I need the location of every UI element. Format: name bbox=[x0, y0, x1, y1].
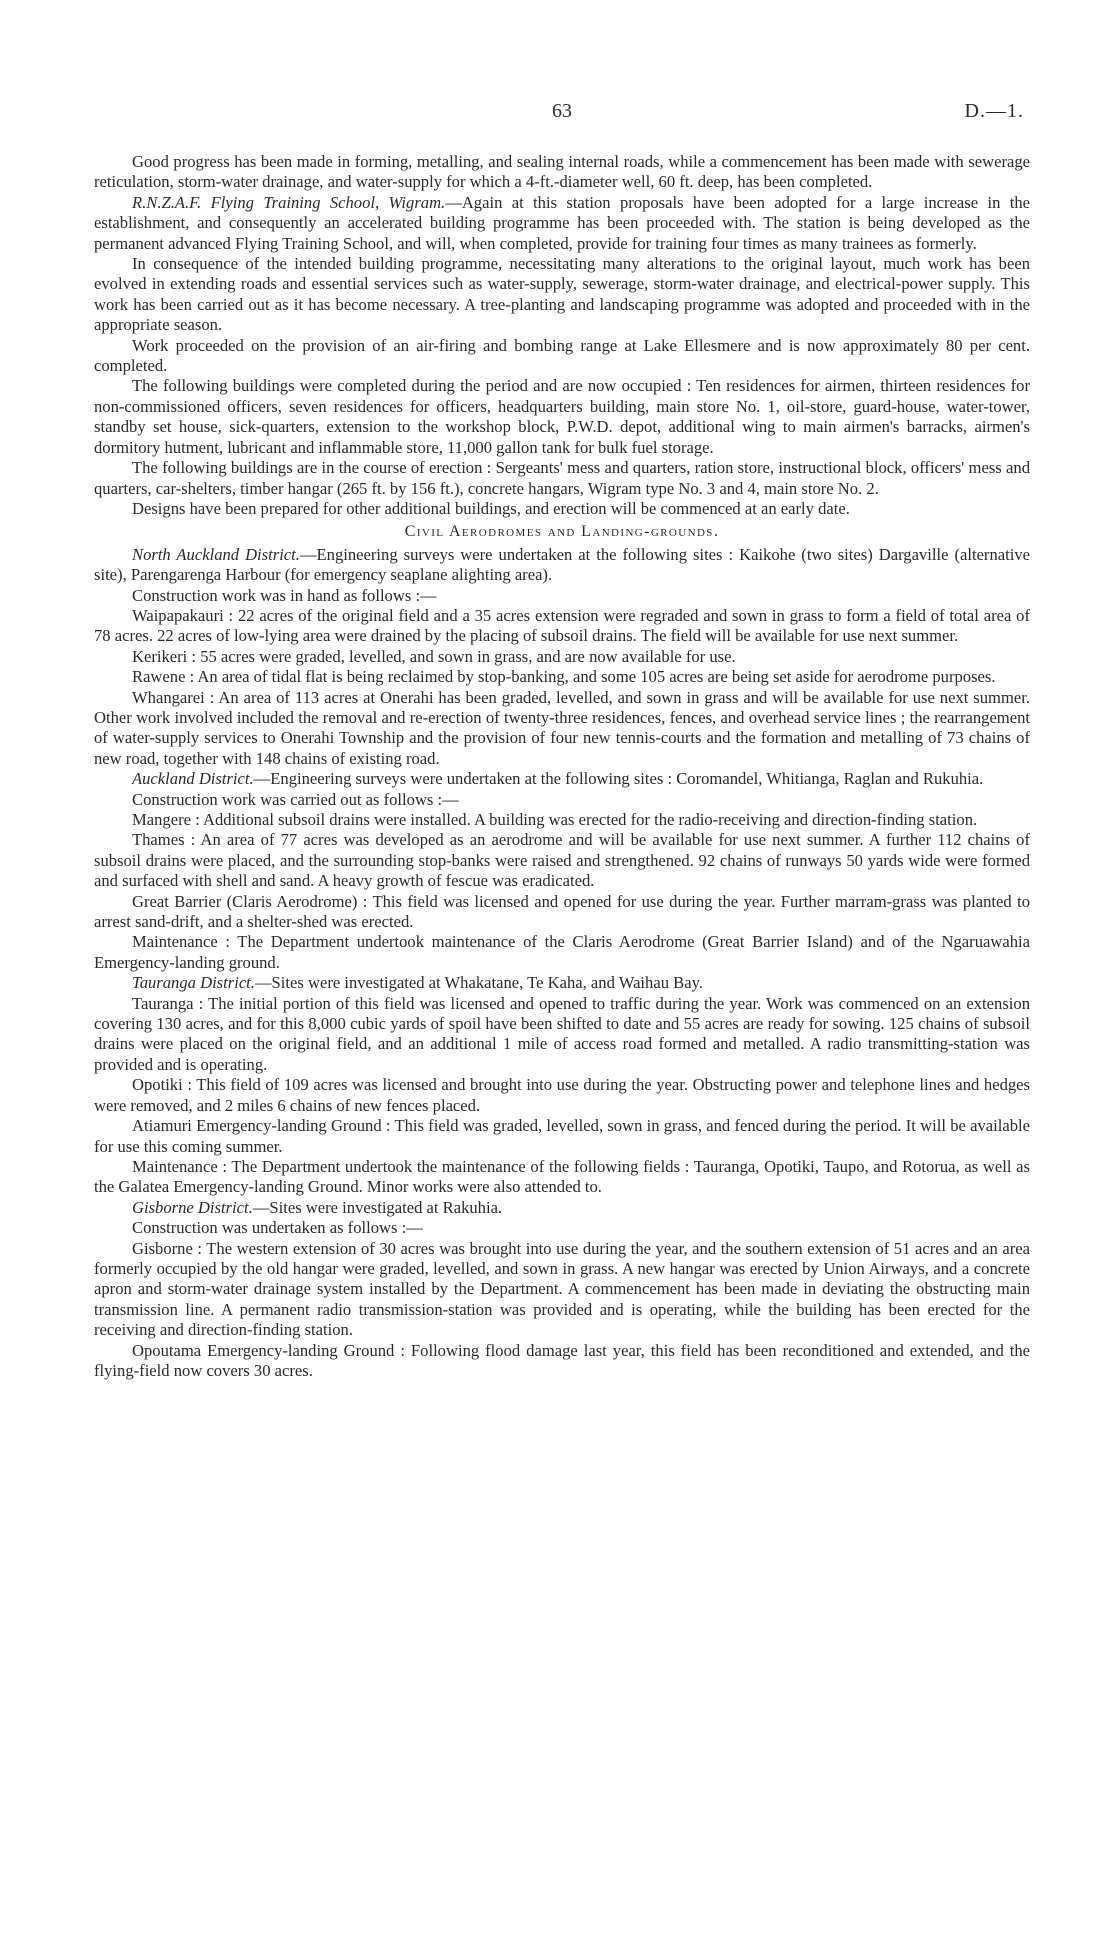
document-page bbox=[94, 100, 1030, 1930]
paragraph bbox=[94, 376, 1030, 458]
page-header bbox=[94, 100, 1030, 152]
paragraph bbox=[94, 1198, 1030, 1218]
paragraph bbox=[94, 1116, 1030, 1157]
paragraph-text: In consequence of the intended building programme, necessitating many alterations to the original layout, much work has been evolved in extending roads and essential services such as water-supply, sewerage, storm-water drainage, and electrical-power supply. This work has been carried out as it has become necessary. A tree-planting and landscaping programme was adopted and proceeded with in the appropriate season. bbox=[94, 254, 1030, 335]
document-body bbox=[94, 152, 1030, 1381]
paragraph-text: Opotiki : This field of 109 acres was licensed and brought into use during the year. Obstructing power and telephone lines and hedges were removed, and 2 miles 6 chains of new fences placed. bbox=[94, 1075, 1030, 1115]
paragraph-text: Good progress has been made in forming, metalling, and sealing internal roads, while a commencement has been made with sewerage reticulation, storm-water drainage, and water-supply for which a 4-ft.-diameter well, 60 ft. deep, has been completed. bbox=[94, 152, 1030, 192]
paragraph-text: Designs have been prepared for other additional buildings, and erection will be commenced at an early date. bbox=[132, 498, 850, 518]
paragraph-text: Rawene : An area of tidal flat is being reclaimed by stop-banking, and some 105 acres are being set aside for aerodrome purposes. bbox=[132, 667, 996, 687]
paragraph-text: —Engineering surveys were undertaken at the following sites : Kaikohe (two sites) Dargaville (alternative site), Parengarenga Harbour (for emergency seaplane alighting area). bbox=[94, 544, 1030, 585]
paragraph bbox=[94, 830, 1030, 891]
paragraph-text: Waipapakauri : 22 acres of the original field and a 35 acres extension were regraded and sown in grass to form a field of total area of 78 acres. 22 acres of low-lying area were drained by the placing of subsoil drains. The field will be available for use next summer. bbox=[94, 605, 1030, 646]
section-heading: Civil Aerodromes and Landing-grounds. bbox=[404, 523, 720, 541]
paragraph-text: Thames : An area of 77 acres was developed as an aerodrome and will be available for use next summer. A further 112 chains of subsoil drains were placed, and the surrounding stop-banks were raised and strengthened. 92 chains of runways 50 yards wide were formed and surfaced with shell and sand. A heavy growth of fescue was eradicated. bbox=[94, 830, 1030, 891]
paragraph bbox=[94, 606, 1030, 647]
paragraph bbox=[94, 688, 1030, 770]
paragraph bbox=[94, 932, 1030, 973]
paragraph-lead: R.N.Z.A.F. Flying Training School, Wigram. bbox=[132, 192, 446, 212]
paragraph bbox=[94, 499, 1030, 519]
paragraph-text: —Again at this station proposals have been adopted for a large increase in the establishment, and consequently an accelerated building programme has been proceeded with. The station is being developed as the permanent advanced Flying Training School, and will, when completed, provide for training four times as many trainees as formerly. bbox=[94, 192, 1030, 253]
paragraph-text: Construction was undertaken as follows :— bbox=[132, 1218, 423, 1238]
paragraph bbox=[94, 545, 1030, 586]
paragraph-lead: Tauranga District. bbox=[132, 973, 255, 993]
paragraph bbox=[94, 769, 1030, 789]
paragraph-lead: Auckland District. bbox=[132, 769, 254, 789]
paragraph bbox=[94, 667, 1030, 687]
paragraph-text: Great Barrier (Claris Aerodrome) : This field was licensed and opened for use during the year. Further marram-grass was planted to arrest sand-drift, and a shelter-shed was erected. bbox=[94, 891, 1030, 932]
paragraph bbox=[94, 254, 1030, 336]
paragraph-text: Whangarei : An area of 113 acres at Onerahi has been graded, levelled, and sown in grass and will be available for use next summer. Other work involved included the removal and re-erection of twenty-three residences, fences, and overhead service lines ; the rearrangement of water-supply services to Onerahi Township and the provision of four new tennis-courts and the formation and metalling of 73 chains of new road, together with 148 chains of existing road. bbox=[94, 687, 1030, 768]
paragraph-text: Maintenance : The Department undertook maintenance of the Claris Aerodrome (Great Barrier Island) and of the Ngaruawahia Emergency-landing ground. bbox=[94, 932, 1030, 972]
paragraph bbox=[94, 586, 1030, 606]
paragraph-text: Construction work was in hand as follows :— bbox=[132, 585, 437, 605]
paragraph bbox=[94, 647, 1030, 667]
paragraph bbox=[94, 810, 1030, 830]
paragraph-text: Atiamuri Emergency-landing Ground : This field was graded, levelled, sown in grass, and fenced during the period. It will be available for use this coming summer. bbox=[94, 1116, 1030, 1156]
paragraph bbox=[94, 458, 1030, 499]
paragraph bbox=[94, 790, 1030, 810]
paragraph-text: Maintenance : The Department undertook the maintenance of the following fields : Tauranga, Opotiki, Taupo, and Rotorua, as well as the Galatea Emergency-landing Ground. Minor works were also attended to. bbox=[94, 1156, 1030, 1197]
paragraph bbox=[94, 1239, 1030, 1341]
paragraph bbox=[94, 1157, 1030, 1198]
paragraph-text: Gisborne : The western extension of 30 acres was brought into use during the year, and the southern extension of 51 acres and an area formerly occupied by the old hangar were graded, levelled, and sown in grass. A new hangar was erected by Union Airways, and a concrete apron and storm-water drainage system installed by the Department. A commencement has been made in deviating the obstructing main transmission line. A permanent radio transmission-station was provided and is operating, while the building has been erected for the receiving and direction-finding station. bbox=[94, 1238, 1030, 1340]
paragraph bbox=[94, 892, 1030, 933]
paragraph-text: The following buildings were completed during the period and are now occupied : Ten residences for airmen, thirteen residences for non-commissioned officers, seven residences for officers, headquarters building, main store No. 1, oil-store, guard-house, water-tower, standby set house, sick-quarters, extension to the workshop block, P.W.D. depot, additional wing to main airmen's barracks, airmen's dormitory hutment, lubricant and inflammable store, 11,000 gallon tank for bulk fuel storage. bbox=[94, 376, 1030, 457]
paragraph bbox=[94, 973, 1030, 993]
paragraph-text: Mangere : Additional subsoil drains were installed. A building was erected for the radio-receiving and direction-finding station. bbox=[132, 810, 978, 829]
paragraph bbox=[94, 1075, 1030, 1116]
paragraph bbox=[94, 152, 1030, 193]
paragraph bbox=[94, 1218, 1030, 1238]
paragraph bbox=[94, 193, 1030, 254]
paragraph-lead: Gisborne District. bbox=[132, 1197, 253, 1217]
document-code: D.—1. bbox=[964, 100, 1024, 122]
paragraph bbox=[94, 336, 1030, 377]
paragraph-text: The following buildings are in the course of erection : Sergeants' mess and quarters, ration store, instructional block, officers' mess and quarters, car-shelters, timber hangar (265 ft. by 156 ft.), concrete hangars, Wigram type No. 3 and 4, main store No. 2. bbox=[94, 458, 1030, 498]
paragraph bbox=[94, 1341, 1030, 1382]
paragraph-text: Work proceeded on the provision of an air-firing and bombing range at Lake Ellesmere and is now approximately 80 per cent. completed. bbox=[94, 335, 1030, 376]
paragraph-text: —Sites were investigated at Whakatane, Te Kaha, and Waihau Bay. bbox=[254, 973, 703, 993]
paragraph bbox=[94, 994, 1030, 1076]
paragraph-text: Construction work was carried out as follows :— bbox=[132, 789, 459, 809]
paragraph-text: Tauranga : The initial portion of this field was licensed and opened to traffic during the year. Work was commenced on an extension covering 130 acres, and for this 8,000 cubic yards of spoil have been shifted to date and 55 acres are ready for sowing. 125 chains of subsoil drains were placed on the original field, and an additional 1 mile of access road formed and metalled. A radio transmitting-station was provided and is operating. bbox=[94, 993, 1030, 1074]
paragraph-text: —Sites were investigated at Rakuhia. bbox=[252, 1197, 503, 1217]
paragraph-text: —Engineering surveys were undertaken at the following sites : Coromandel, Whitianga, Raglan and Rukuhia. bbox=[253, 769, 984, 789]
page-number: 63 bbox=[552, 100, 572, 122]
paragraph-text: Kerikeri : 55 acres were graded, levelled, and sown in grass, and are now available for use. bbox=[132, 646, 736, 666]
paragraph-lead: North Auckland District. bbox=[132, 544, 300, 564]
paragraph-text: Opoutama Emergency-landing Ground : Following flood damage last year, this field has been reconditioned and extended, and the flying-field now covers 30 acres. bbox=[94, 1340, 1030, 1380]
